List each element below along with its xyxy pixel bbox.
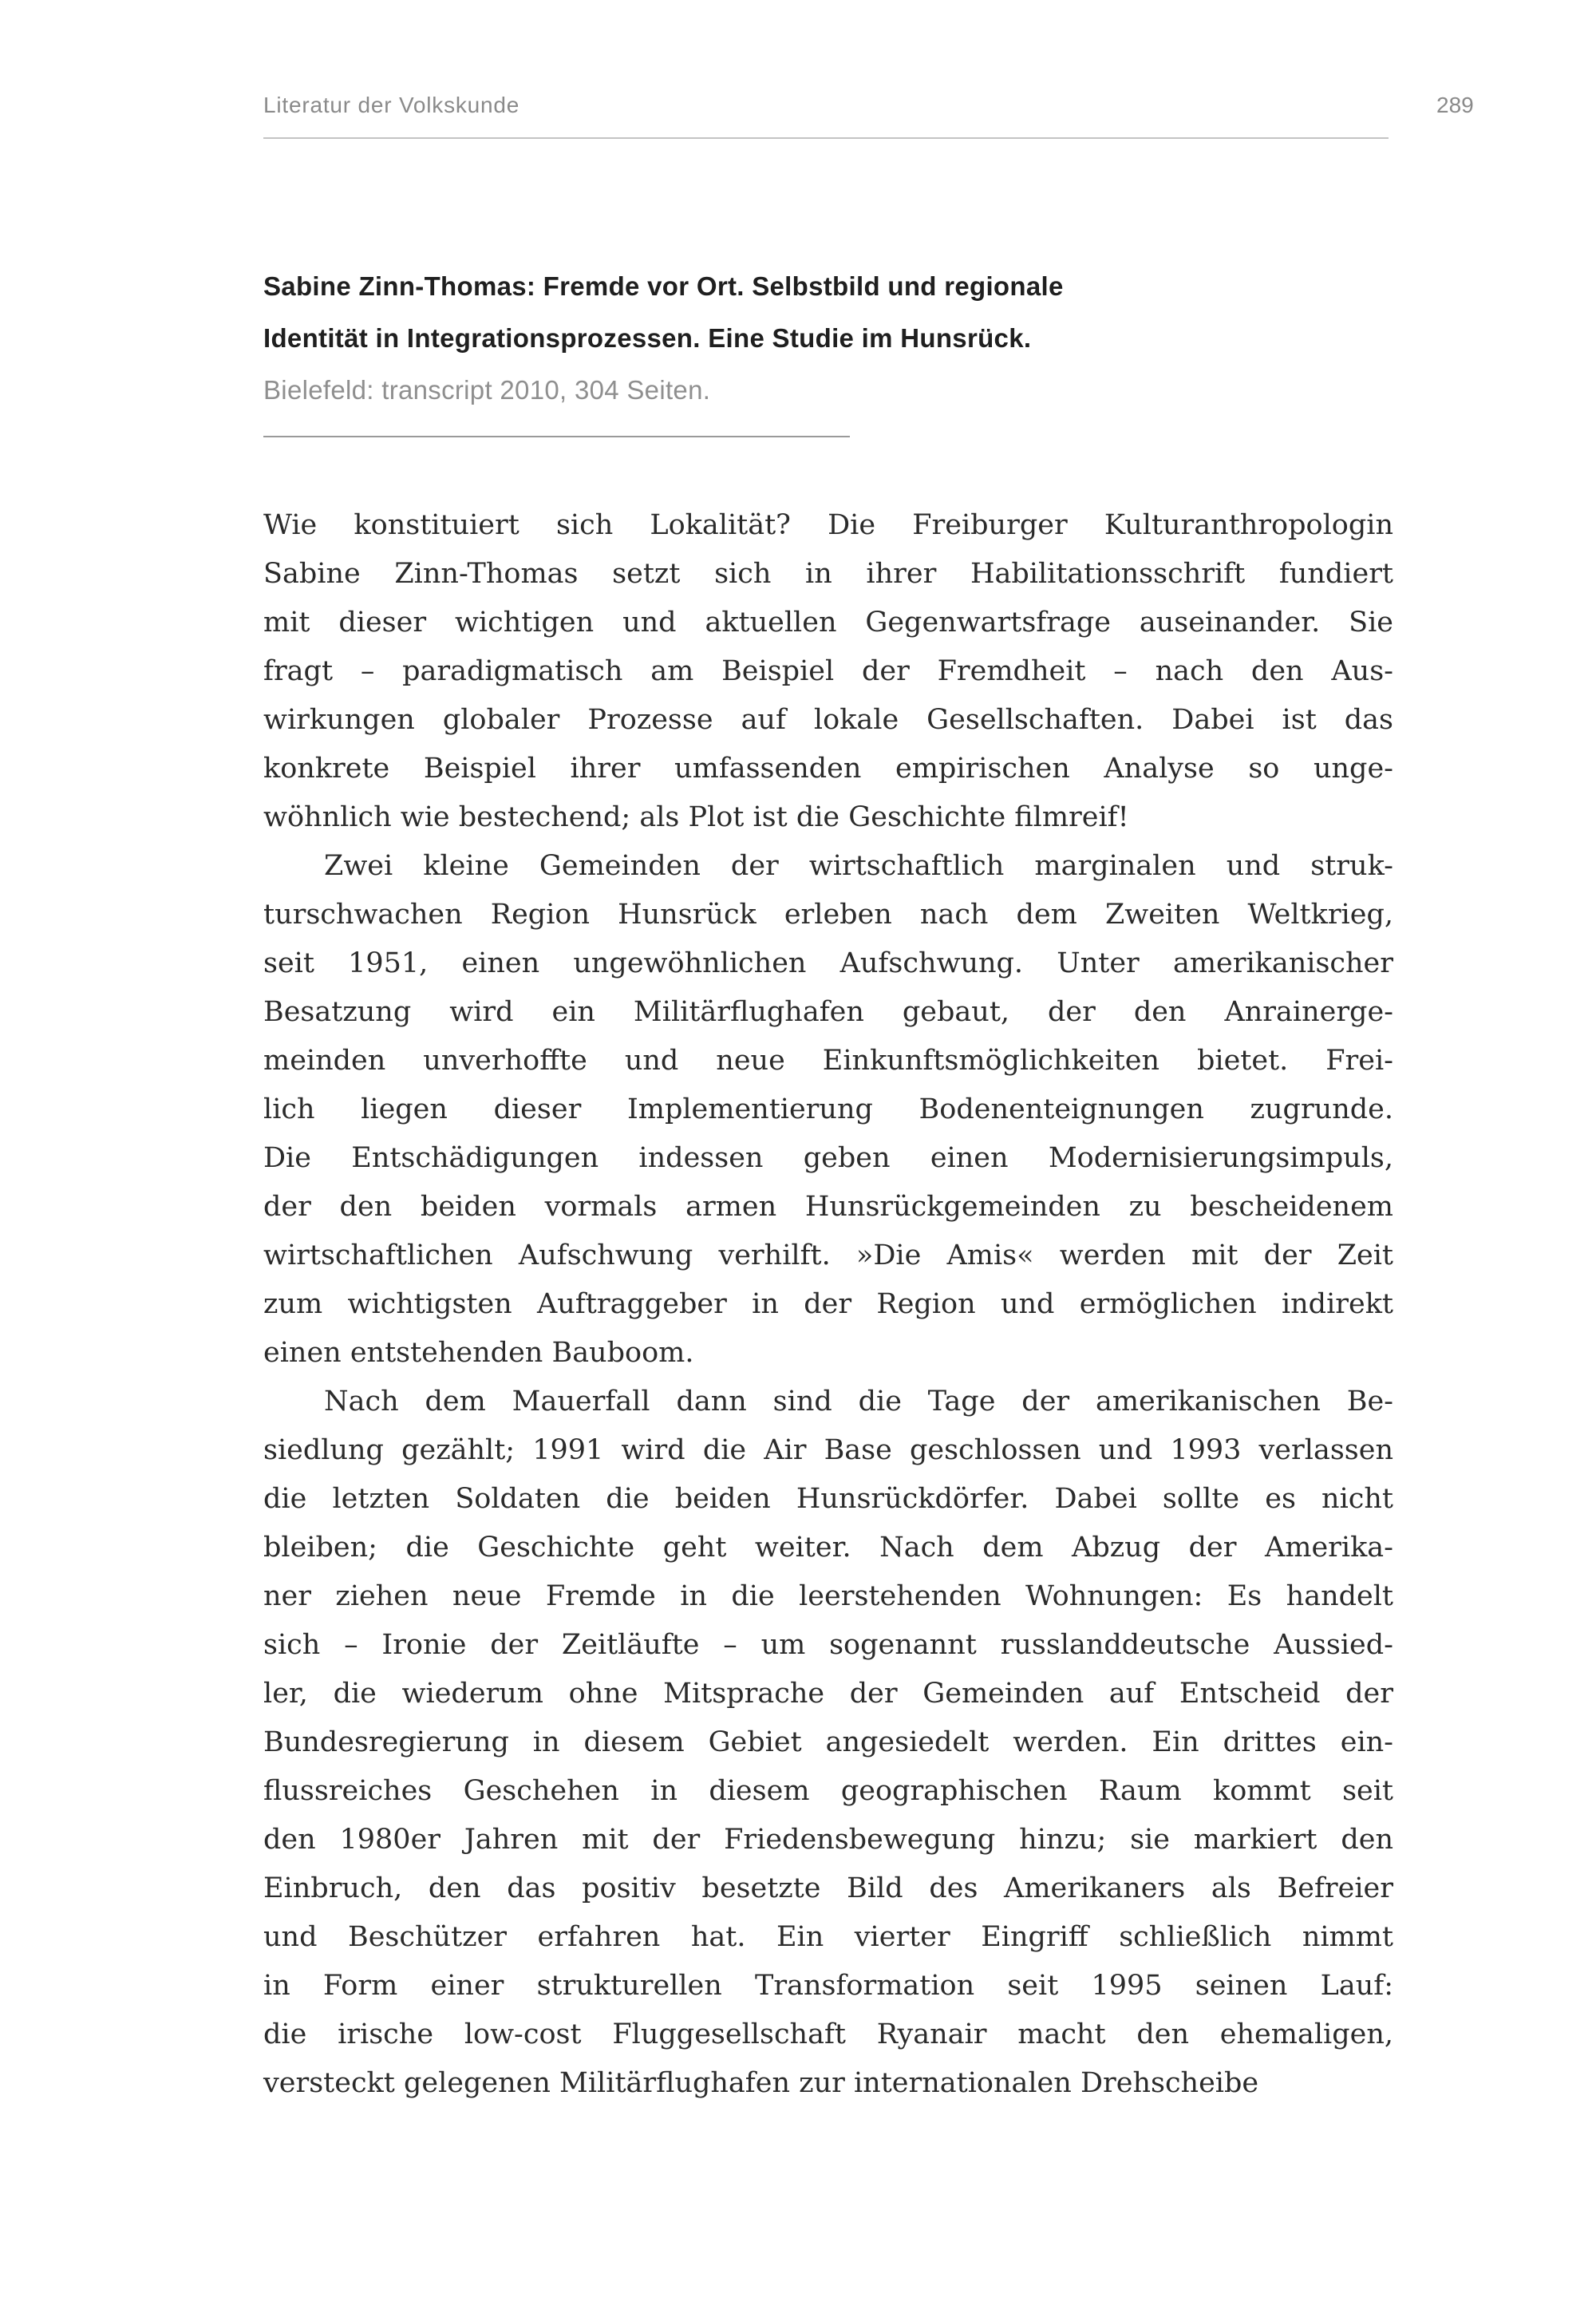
text-line: Wie konstituiert sich Lokalität? Die Freiburger Kulturanthropologin [263,509,1393,541]
text-line: einen entstehenden Bauboom. [263,1337,694,1369]
text-line: die letzten Soldaten die beiden Hunsrückdörfer. Dabei sollte es nicht [263,1483,1393,1515]
text-line: Besatzung wird ein Militärflughafen gebaut, der den Anrainerge- [263,996,1393,1028]
page-number: 289 [1436,93,1474,117]
text-line: ler, die wiederum ohne Mitsprache der Gemeinden auf Entscheid der [263,1678,1393,1710]
text-line: ner ziehen neue Fremde in die leerstehenden Wohnungen: Es handelt [263,1580,1393,1612]
text-line: konkrete Beispiel ihrer umfassenden empirischen Analyse so unge- [263,753,1393,785]
text-line: der den beiden vormals armen Hunsrückgemeinden zu bescheidenem [263,1191,1393,1223]
text-line: Die Entschädigungen indessen geben einen Modernisierungsimpuls, [263,1142,1393,1174]
text-line: mit dieser wichtigen und aktuellen Gegenwartsfrage auseinander. Sie [263,607,1393,639]
text-line: und Beschützer erfahren hat. Ein vierter Eingriff schließlich nimmt [263,1921,1393,1953]
paragraph [263,1378,1393,2108]
text-line: wirkungen globaler Prozesse auf lokale Gesellschaften. Dabei ist das [263,704,1393,736]
review-imprint: Bielefeld: transcript 2010, 304 Seiten. [263,375,711,405]
text-line: wirtschaftlichen Aufschwung verhilft. »Die Amis« werden mit der Zeit [263,1240,1393,1271]
text-line: wöhnlich wie bestechend; als Plot ist die Geschichte filmreif! [263,801,1129,833]
text-line: siedlung gezählt; 1991 wird die Air Base geschlossen und 1993 verlassen [263,1434,1393,1466]
review-title-line: Sabine Zinn-Thomas: Fremde vor Ort. Selbstbild und regionale [263,271,1064,301]
text-line: die irische low-cost Fluggesellschaft Ryanair macht den ehemaligen, [263,2018,1393,2050]
running-header-title: Literatur der Volkskunde [263,93,520,117]
text-line: Einbruch, den das positiv besetzte Bild des Amerikaners als Befreier [263,1872,1393,1904]
paragraph [263,501,1393,842]
header-rule [263,137,1389,139]
paragraph [263,842,1393,1378]
text-line: Bundesregierung in diesem Gebiet angesiedelt werden. Ein drittes ein- [263,1726,1393,1758]
text-line: Sabine Zinn-Thomas setzt sich in ihrer Habilitationsschrift fundiert [263,558,1393,590]
text-line: versteckt gelegenen Militärflughafen zur internationalen Drehscheibe [263,2067,1259,2099]
text-line: lich liegen dieser Implementierung Bodenenteignungen zugrunde. [263,1093,1393,1125]
review-title-line: Identität in Integrationsprozessen. Eine Studie im Hunsrück. [263,323,1032,353]
body-text [263,501,1393,2108]
text-line: Zwei kleine Gemeinden der wirtschaftlich marginalen und struk- [324,850,1393,882]
text-line: in Form einer strukturellen Transformation seit 1995 seinen Lauf: [263,1970,1393,2002]
text-line: flussreiches Geschehen in diesem geographischen Raum kommt seit [263,1775,1393,1807]
review-heading [263,260,1396,416]
text-line: sich – Ironie der Zeitläufte – um sogenannt russlanddeutsche Aussied- [263,1629,1393,1661]
text-line: bleiben; die Geschichte geht weiter. Nach dem Abzug der Amerika- [263,1532,1393,1564]
title-rule [263,436,850,437]
text-line: meinden unverhoffte und neue Einkunftsmöglichkeiten bietet. Frei- [263,1045,1393,1077]
text-line: fragt – paradigmatisch am Beispiel der Fremdheit – nach den Aus- [263,655,1393,687]
text-line: Nach dem Mauerfall dann sind die Tage der amerikanischen Be- [324,1386,1393,1417]
text-line: zum wichtigsten Auftraggeber in der Region und ermöglichen indirekt [263,1288,1393,1320]
text-line: seit 1951, einen ungewöhnlichen Aufschwung. Unter amerikanischer [263,947,1393,979]
text-line: turschwachen Region Hunsrück erleben nach dem Zweiten Weltkrieg, [263,899,1393,931]
text-line: den 1980er Jahren mit der Friedensbewegung hinzu; sie markiert den [263,1824,1393,1856]
